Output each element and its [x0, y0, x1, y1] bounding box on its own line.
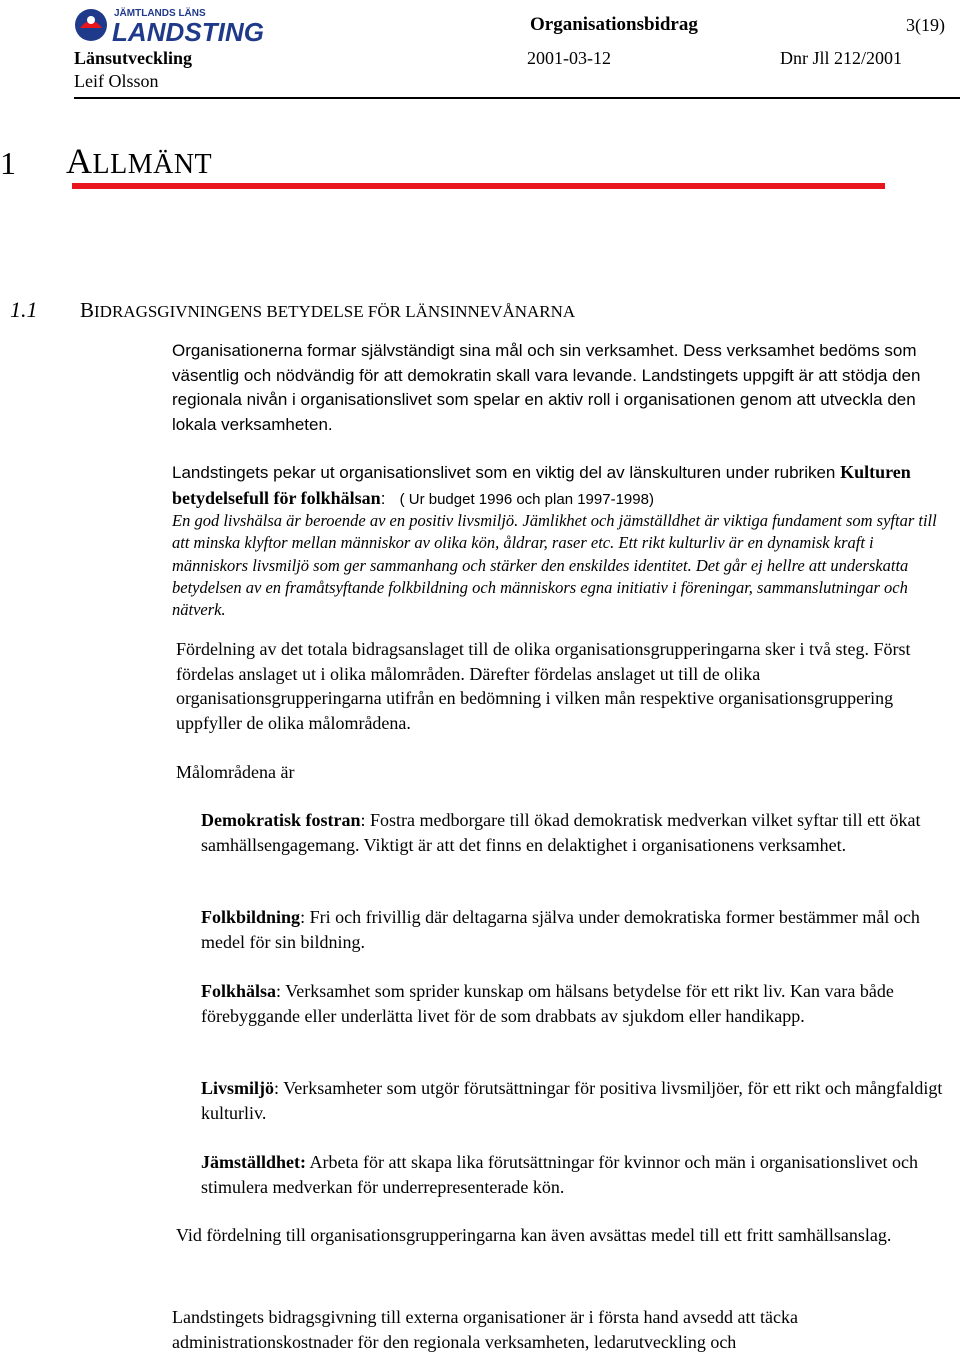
author: Leif Olsson	[74, 71, 159, 91]
logo-top-text: JÄMTLANDS LÄNS	[114, 8, 206, 19]
section-heading	[66, 140, 212, 182]
budget-reference: ( Ur budget 1996 och plan 1997-1998)	[399, 490, 654, 508]
doc-title: Organisationsbidrag	[530, 14, 698, 35]
kultur-heading: Kulturen betydelsefull för folkhälsan	[172, 462, 911, 508]
goal-text: Fri och frivillig där deltagarna själva under demokratiska former bestämmer mål och medel för sin bildning.	[201, 907, 920, 952]
goal-sep: :	[300, 907, 306, 927]
goal-item	[201, 1150, 957, 1199]
kultur-intro: Landstingets pekar ut organisationslivet som en viktig del av länskulturen under rubriken	[172, 463, 836, 482]
goal-term: Folkhälsa	[201, 981, 277, 1001]
heading-initial: A	[66, 141, 93, 181]
subsection-number: 1.1	[10, 297, 38, 322]
goal-sep: :	[360, 810, 366, 830]
paragraph-kultur	[172, 460, 942, 512]
paragraph-bidragsgivning: Landstingets bidragsgivning till externa organisationer är i första hand avsedd att täcka administrationskostnader för den regionala verksamheten, ledarutveckling och	[172, 1307, 798, 1352]
department: Länsutveckling	[74, 48, 193, 68]
subheading-rest: IDRAGSGIVNINGENS BETYDELSE FÖR LÄNSINNEVÅNARNA	[94, 302, 576, 321]
goal-sep: :	[276, 981, 282, 1001]
goal-text: Arbeta för att skapa lika förutsättningar för kvinnor och män i organisationslivet och stimulera medverkan för underrepresenterade kön.	[201, 1152, 919, 1197]
paragraph-samhallsanslag: Vid fördelning till organisationsgrupperingarna kan även avsättas medel till ett fritt samhällsanslag.	[176, 1225, 892, 1245]
page-number: 3(19)	[906, 15, 945, 35]
section-number: 1	[0, 145, 16, 181]
goal-item	[201, 1076, 957, 1125]
goal-term: Demokratisk fostran	[201, 810, 361, 830]
heading-underline	[72, 183, 885, 189]
quote-paragraph: En god livshälsa är beroende av en positiv livsmiljö. Jämlikhet och jämställdhet är viktiga fundament som syftar till att minska klyftor mellan människor av olika kön, åldrar, raser etc. Ett rikt kulturliv är en dynamisk kraft i människors livsmiljö som ger sammanhang och stärker den enskildes identitet. Det går ej hellre att underskatta betydelsen av en framåtsyftande folkbildning och människors egna initiativ i föreningar, sammanslutningar och nätverk.	[172, 511, 937, 620]
goal-text: Verksamhet som sprider kunskap om hälsans betydelse för ett rikt liv. Kan vara både förebyggande eller underlätta livet för de som drabbats av sjukdom eller handikapp.	[201, 981, 894, 1026]
goal-item	[201, 808, 957, 857]
doc-date: 2001-03-12	[527, 48, 611, 68]
subheading-initial: B	[80, 298, 95, 322]
goal-item	[201, 905, 957, 954]
paragraph-malomraden: Målområdena är	[176, 762, 295, 782]
kultur-colon: :	[380, 488, 386, 508]
goal-sep: :	[274, 1078, 280, 1098]
goal-item	[201, 979, 957, 1028]
goal-text: Verksamheter som utgör förutsättningar för positiva livsmiljöer, för ett rikt och mångfaldigt kulturliv.	[201, 1078, 943, 1123]
logo-main-text: LANDSTING	[112, 17, 264, 44]
goal-term: Livsmiljö	[201, 1078, 275, 1098]
landsting-logo	[74, 6, 268, 44]
heading-rest: LLMÄNT	[92, 149, 213, 180]
diary-number: Dnr Jll 212/2001	[780, 48, 903, 68]
goal-term: Folkbildning	[201, 907, 301, 927]
goal-text: Fostra medborgare till ökad demokratisk medverkan vilket syftar till ett ökat samhällsengagemang. Viktigt är att det finns en delaktighet i organisationens verksamhet.	[201, 810, 921, 855]
paragraph-fordelning: Fördelning av det totala bidragsanslaget till de olika organisationsgrupperingarna sker i två steg. Först fördelas anslaget ut i olika målområden. Därefter fördelas anslaget ut till de olika organisationsgrupperingarna utifrån en bedömning i vilken mån respektive organisationsgruppering uppfyller de olika målområdena.	[176, 639, 911, 733]
goal-term: Jämställdhet:	[201, 1152, 306, 1172]
header-divider	[74, 97, 960, 99]
paragraph-intro: Organisationerna formar självständigt sina mål och sin verksamhet. Dess verksamhet bedöms som väsentlig och nödvändig för att demokratin skall vara levande. Landstingets uppgift är att stödja den regionala nivån i organisationslivet som spelar en aktiv roll i organisationen genom att utveckla den lokala verksamheten.	[172, 341, 921, 434]
subsection-heading	[80, 298, 575, 323]
